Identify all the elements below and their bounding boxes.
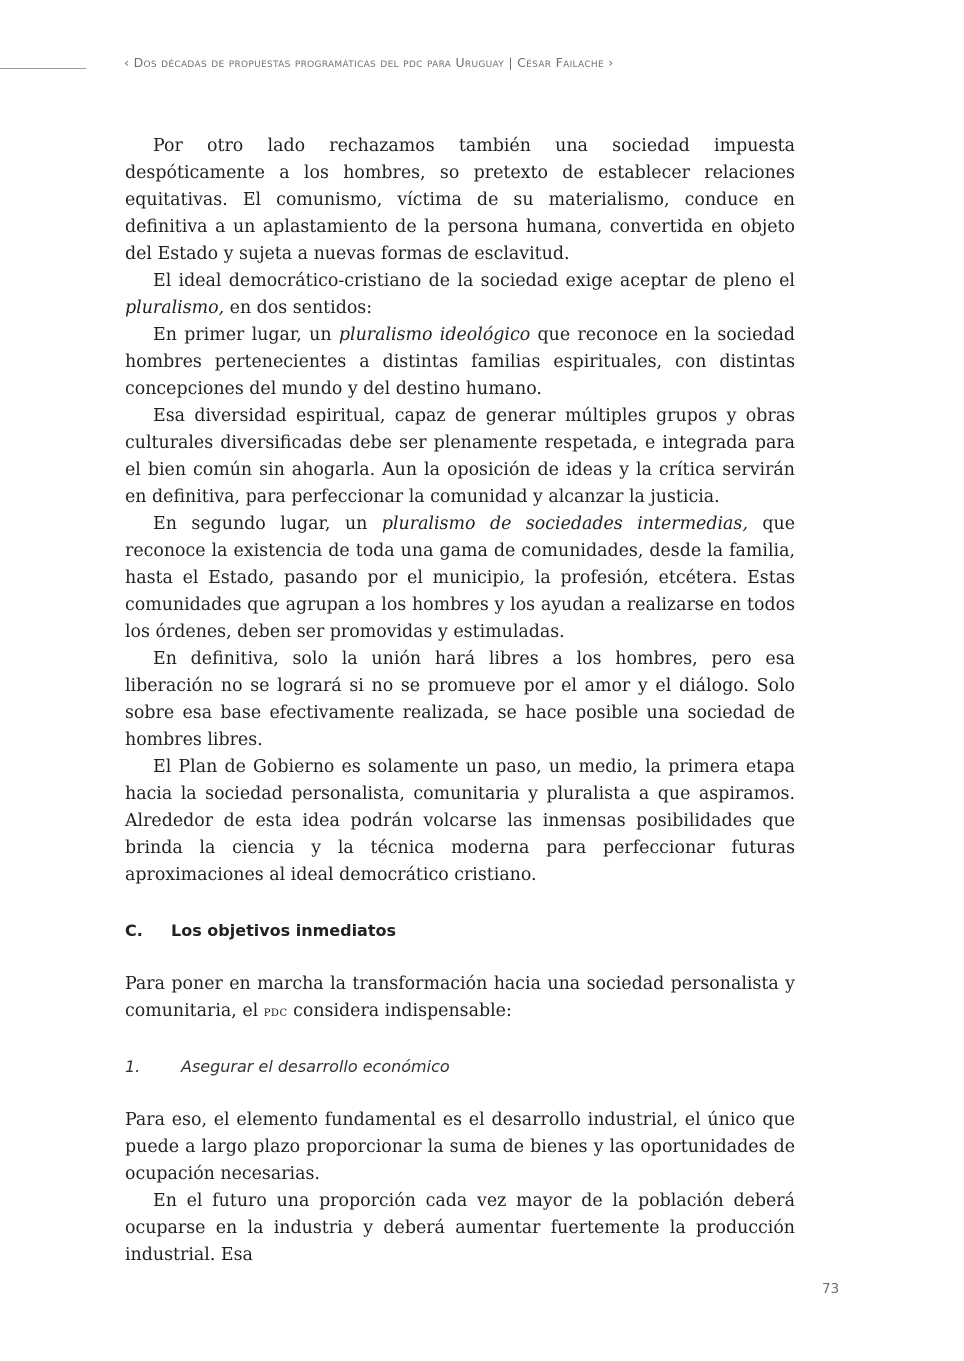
paragraph: En definitiva, solo la unión hará libres a los hombres, pero esa liberación no se logrará si no se promueve por el amor y el diálogo. Solo sobre esa base efectivamente realizada, se hace posible una sociedad de hombres libres.: [125, 649, 795, 750]
paragraph-text: Para poner en marcha la transformación hacia una sociedad personalista y comunitaria, el: [125, 974, 795, 1021]
paragraph-text: en dos sentidos:: [224, 298, 373, 318]
paragraph: [125, 322, 795, 403]
page-number: 73: [822, 1281, 840, 1297]
paragraph-text: considera indispensable:: [287, 1001, 512, 1021]
header-rule: [0, 68, 86, 69]
running-head: ‹ Dos décadas de propuestas programáticas del pdc para Uruguay | César Failache ›: [124, 55, 614, 70]
paragraph-text: En segundo lugar, un: [153, 514, 382, 534]
emphasis-text: pluralismo,: [125, 298, 225, 318]
subsection-title: Asegurar el desarrollo económico: [181, 1057, 450, 1076]
section-heading: [125, 917, 795, 944]
paragraph-text: El ideal democrático-cristiano de la sociedad exige aceptar de pleno el: [153, 271, 795, 291]
paragraph-text: En primer lugar, un: [153, 325, 339, 345]
paragraph: [125, 268, 795, 322]
emphasis-text: pluralismo ideológico: [338, 325, 531, 345]
body-text: [125, 133, 795, 1269]
paragraph: [125, 511, 795, 646]
section-number: C.: [125, 921, 143, 940]
emphasis-text: pluralismo de sociedades intermedias,: [381, 514, 748, 534]
section-title: Los objetivos inmediatos: [171, 921, 397, 940]
paragraph-text: que reconoce en la sociedad hombres pertenecientes a distintas familias espirituales, con distintas concepciones del mundo y del destino humano.: [125, 325, 796, 399]
paragraph: Para eso, el elemento fundamental es el desarrollo industrial, el único que puede a largo plazo proporcionar la suma de bienes y las oportunidades de ocupación necesarias.: [125, 1110, 795, 1184]
paragraph: Por otro lado rechazamos también una sociedad impuesta despóticamente a los hombres, so pretexto de establecer relaciones equitativas. El comunismo, víctima de su materialismo, conduce en definitiva a un aplastamiento de la persona humana, convertida en objeto del Estado y sujeta a nuevas formas de esclavitud.: [125, 136, 795, 264]
subsection-number: 1.: [125, 1057, 141, 1076]
paragraph: [125, 971, 795, 1026]
paragraph: Esa diversidad espiritual, capaz de generar múltiples grupos y obras culturales diversificadas debe ser plenamente respetada, e integrada para el bien común sin ahogarla. Aun la oposición de ideas y la crítica servirán en definitiva, para perfeccionar la comunidad y alcanzar la justicia.: [125, 406, 795, 507]
paragraph: El Plan de Gobierno es solamente un paso, un medio, la primera etapa hacia la sociedad personalista, comunitaria y pluralista a que aspiramos. Alrededor de esta idea podrán volcarse las inmensas posibilidades que brinda la ciencia y la técnica moderna para perfeccionar futuras aproximaciones al ideal democrático cristiano.: [125, 757, 795, 885]
subsection-heading: [125, 1053, 795, 1080]
paragraph-text: que reconoce la existencia de toda una gama de comunidades, desde la familia, hasta el Estado, pasando por el municipio, la profesión, etcétera. Estas comunidades que agrupan a los hombres y los ayudan a realizarse en todos los órdenes, deben ser promovidas y estimuladas.: [125, 514, 796, 642]
paragraph: En el futuro una proporción cada vez mayor de la población deberá ocuparse en la industria y deberá aumentar fuertemente la producción industrial. Esa: [125, 1191, 795, 1265]
acronym-text: pdc: [263, 1004, 288, 1020]
